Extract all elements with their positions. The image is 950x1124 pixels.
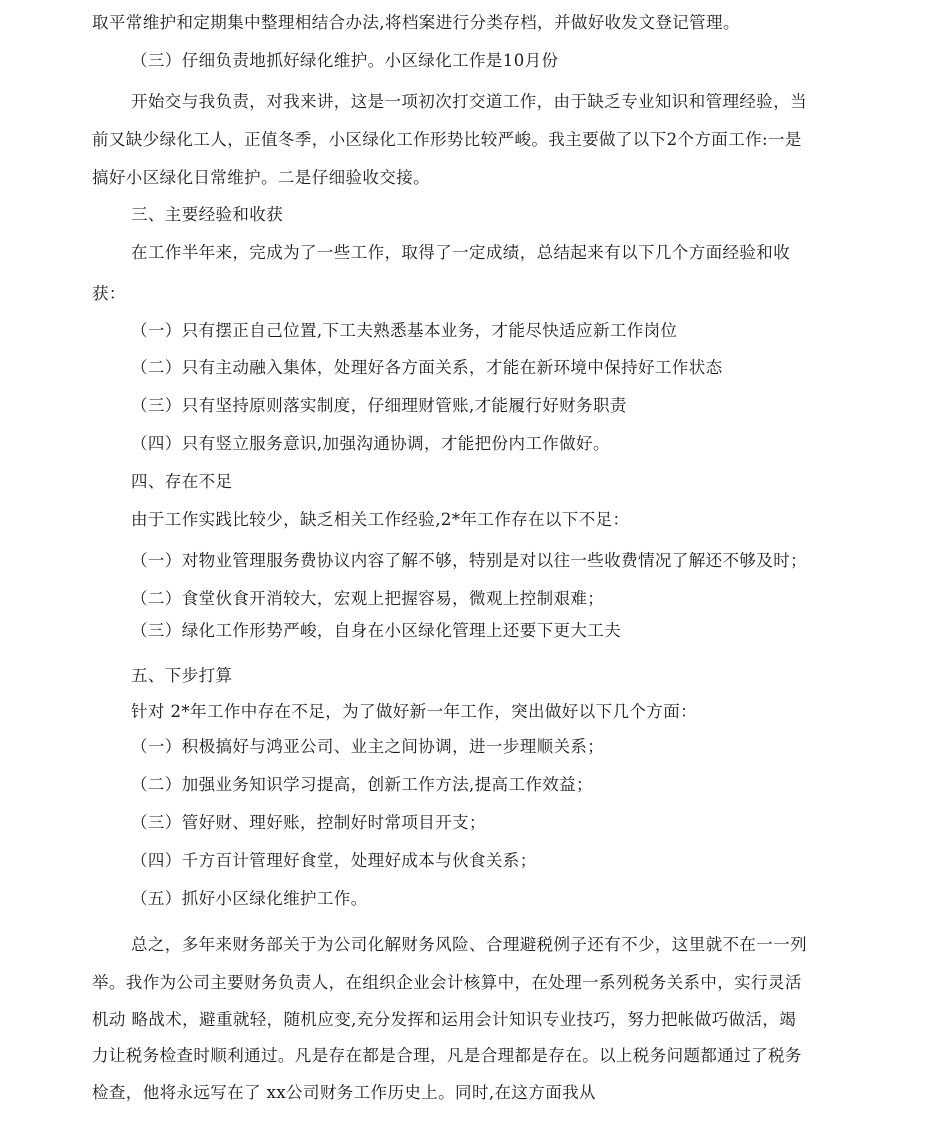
list-item: （四）只有竖立服务意识,加强沟通协调，才能把份内工作做好。 bbox=[131, 434, 610, 453]
section-heading: 五、下步打算 bbox=[131, 666, 233, 685]
text-line: 机动 略战术，避重就轻，随机应变,充分发挥和运用会计知识专业技巧，努力把帐做巧做活，竭 bbox=[92, 1010, 797, 1029]
section-heading: 三、主要经验和收获 bbox=[131, 205, 284, 224]
list-item: （二）加强业务知识学习提高，创新工作方法,提高工作效益； bbox=[131, 775, 593, 794]
text-line: 搞好小区绿化日常维护。二是仔细验收交接。 bbox=[92, 168, 430, 187]
text-line: 由于工作实践比较少，缺乏相关工作经验,2*年工作存在以下不足： bbox=[131, 510, 630, 529]
list-item: （三）管好财、理好账，控制好时常项目开支； bbox=[131, 813, 486, 832]
text-line: 取平常维护和定期集中整理相结合办法,将档案进行分类存档，并做好收发文登记管理。 bbox=[92, 13, 740, 32]
list-item: （一）积极搞好与鸿亚公司、业主之间协调，进一步理顺关系； bbox=[131, 737, 605, 756]
list-item: （五）抓好小区绿化维护工作。 bbox=[131, 889, 368, 908]
text-line: 举。我作为公司主要财务负责人，在组织企业会计核算中，在处理一系列税务关系中，实行灵活 bbox=[92, 973, 802, 992]
list-item: （四）千方百计管理好食堂，处理好成本与伙食关系； bbox=[131, 851, 537, 870]
list-item: （三）绿化工作形势严峻，自身在小区绿化管理上还要下更大工夫 bbox=[131, 621, 622, 640]
text-line: （三）仔细负责地抓好绿化维护。小区绿化工作是10月份 bbox=[131, 51, 559, 70]
text-line: 开始交与我负责，对我来讲，这是一项初次打交道工作，由于缺乏专业知识和管理经验，当 bbox=[131, 92, 807, 111]
list-item: （一）对物业管理服务费协议内容了解不够，特别是对以往一些收费情况了解还不够及时； bbox=[131, 551, 807, 570]
text-line: 力让税务检查时顺利通过。凡是存在都是合理，凡是合理都是存在。以上税务问题都通过了税务 bbox=[92, 1046, 802, 1065]
text-line: 获： bbox=[92, 284, 126, 303]
text-line: 前又缺少绿化工人，正值冬季，小区绿化工作形势比较严峻。我主要做了以下2个方面工作:一是 bbox=[92, 130, 802, 149]
list-item: （二）食堂伙食开消较大，宏观上把握容易，微观上控制艰难； bbox=[131, 589, 605, 608]
list-item: （三）只有坚持原则落实制度，仔细理财管账,才能履行好财务职责 bbox=[131, 396, 627, 415]
section-heading: 四、存在不足 bbox=[131, 472, 233, 491]
text-line: 总之，多年来财务部关于为公司化解财务风险、合理避税例子还有不少，这里就不在一一列 bbox=[131, 935, 807, 954]
list-item: （二）只有主动融入集体，处理好各方面关系，才能在新环境中保持好工作状态 bbox=[131, 358, 723, 377]
text-line: 在工作半年来，完成为了一些工作，取得了一定成绩，总结起来有以下几个方面经验和收 bbox=[131, 243, 791, 262]
list-item: （一）只有摆正自己位置,下工夫熟悉基本业务，才能尽快适应新工作岗位 bbox=[131, 321, 678, 340]
text-line: 检查，他将永远写在了 xx公司财务工作历史上。同时,在这方面我从 bbox=[92, 1083, 596, 1102]
text-line: 针对 2*年工作中存在不足，为了做好新一年工作，突出做好以下几个方面： bbox=[131, 702, 697, 721]
